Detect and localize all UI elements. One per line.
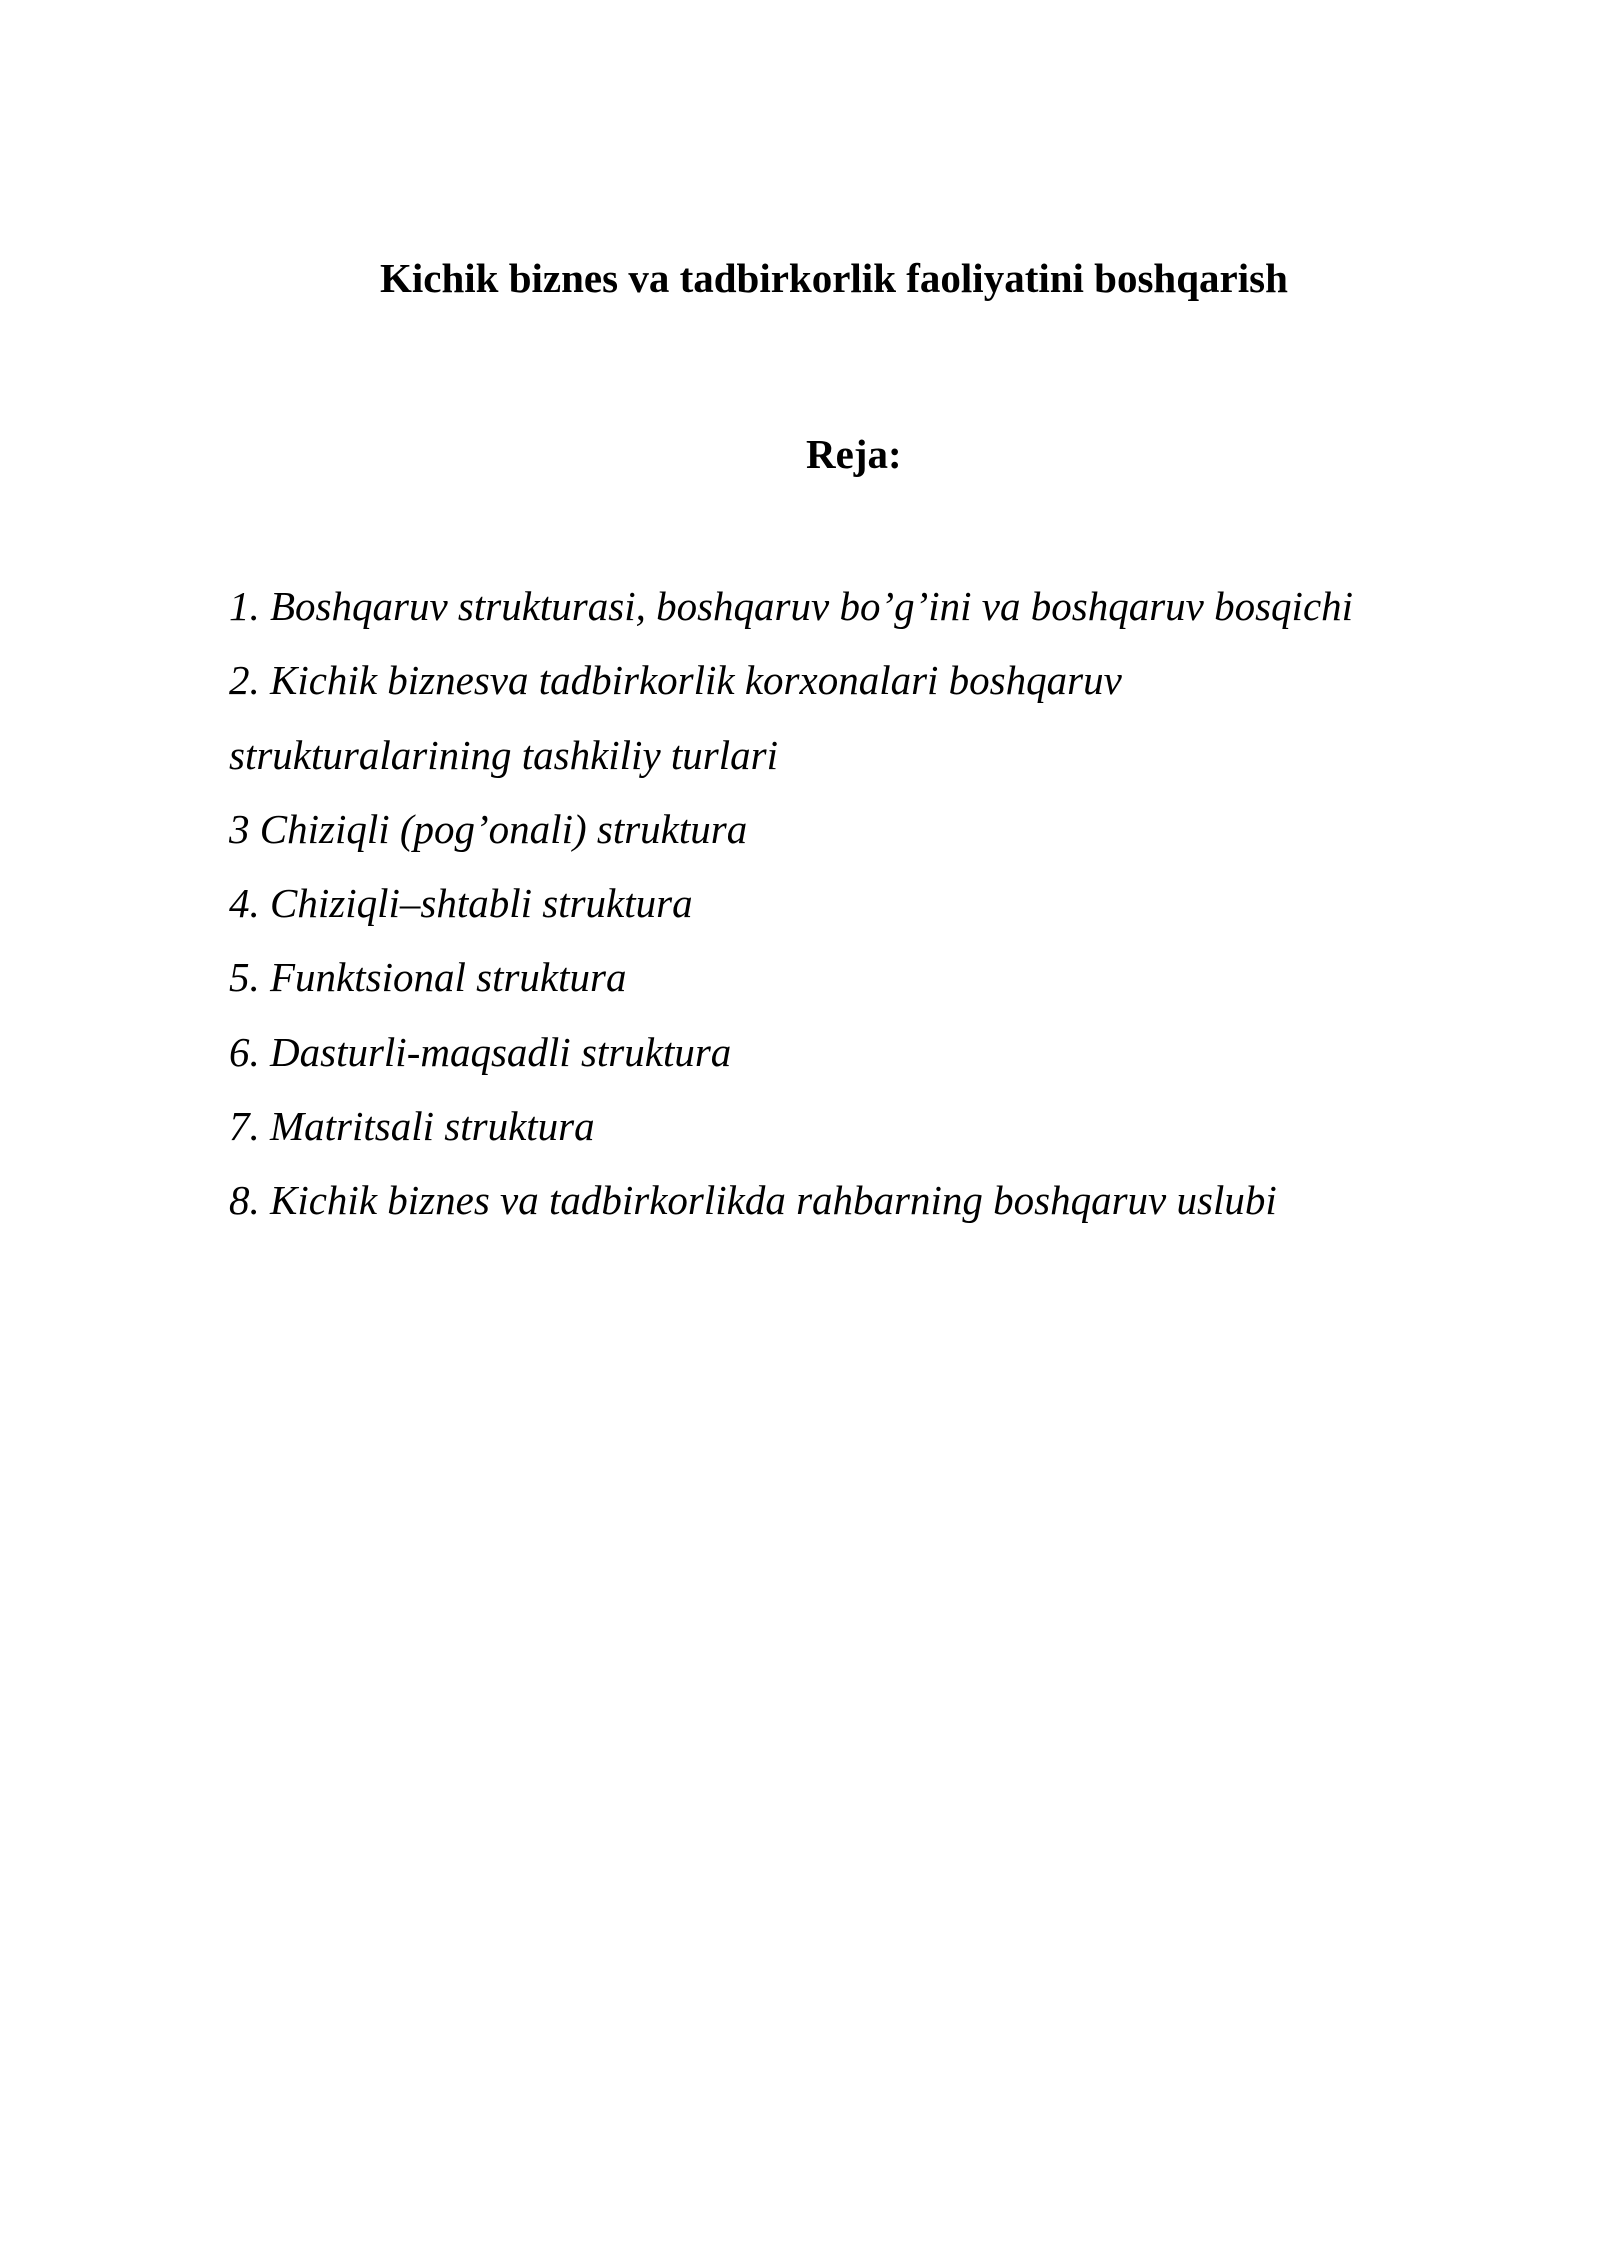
plan-heading: Reja: <box>806 431 902 477</box>
plan-line-2: 2. Kichik biznesva tadbirkorlik korxonalari boshqaruv <box>229 657 1122 704</box>
plan-line-8: 8. Kichik biznes va tadbirkorlikda rahbarning boshqaruv uslubi <box>229 1177 1277 1224</box>
document-title: Kichik biznes va tadbirkorlik faoliyatini boshqarish <box>380 255 1288 301</box>
plan-line-2-continued: strukturalarining tashkiliy turlari <box>229 731 778 778</box>
plan-line-7: 7. Matritsali struktura <box>229 1103 595 1150</box>
plan-list <box>229 569 1353 1238</box>
plan-line-1: 1. Boshqaruv strukturasi, boshqaruv bo’g’ini va boshqaruv bosqichi <box>229 583 1354 629</box>
plan-line-4: 4. Chiziqli–shtabli struktura <box>229 880 693 927</box>
plan-line-6: 6. Dasturli-maqsadli struktura <box>229 1028 732 1075</box>
plan-line-3: 3 Chiziqli (pog’onali) struktura <box>229 805 748 852</box>
plan-line-5: 5. Funktsional struktura <box>229 954 627 1001</box>
